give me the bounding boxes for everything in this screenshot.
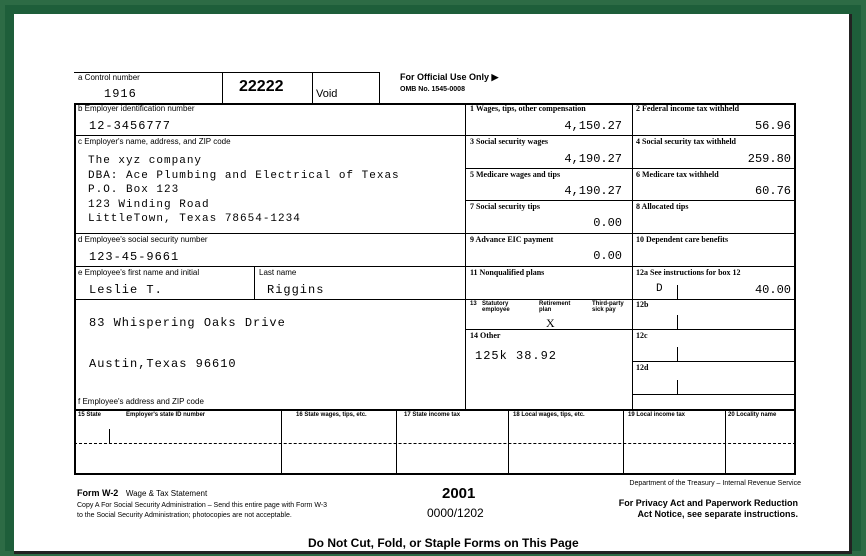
rule: [677, 347, 678, 361]
box-7-value: 0.00: [593, 216, 622, 230]
box-e-label: e Employee's first name and initial: [78, 268, 200, 277]
box-10-label: 10 Dependent care benefits: [636, 235, 729, 244]
rule: [396, 409, 397, 475]
rule: [677, 315, 678, 329]
box-d-value: 123-45-9661: [89, 250, 180, 264]
locality-label: 20 Locality name: [728, 412, 777, 418]
rule: [74, 135, 465, 136]
rule: [465, 200, 796, 201]
state-id-label: Employer's state ID number: [126, 412, 206, 418]
rule: [465, 103, 466, 409]
rule: [74, 299, 465, 300]
box-9-value: 0.00: [593, 249, 622, 263]
box-8-label: 8 Allocated tips: [636, 202, 689, 211]
box-12a-label: 12a See instructions for box 12: [636, 268, 741, 277]
rule: [677, 285, 678, 299]
footer-warning: Do Not Cut, Fold, or Staple Forms on This Page: [308, 536, 579, 550]
rule: [632, 103, 633, 409]
box-2-value: 56.96: [754, 119, 791, 133]
w2-form-page: [14, 14, 852, 554]
local-wages-label: 18 Local wages, tips, etc.: [513, 412, 585, 418]
box-6-label: 6 Medicare tax withheld: [636, 170, 719, 179]
rule: [222, 72, 223, 103]
void-label: Void: [316, 88, 338, 100]
privacy-line-2: Act Notice, see separate instructions.: [637, 509, 798, 519]
box-5-label: 5 Medicare wages and tips: [470, 170, 561, 179]
box-11-label: 11 Nonqualified plans: [470, 268, 545, 277]
box-13-retirement: Retirement plan: [539, 301, 571, 313]
box-12a-code: D: [656, 283, 664, 295]
box-12b-label: 12b: [636, 300, 649, 309]
rule: [465, 233, 796, 234]
box-5-value: 4,190.27: [564, 184, 622, 198]
employer-line-3: P.O. Box 123: [88, 184, 180, 196]
box-3-value: 4,190.27: [564, 152, 622, 166]
rule: [109, 429, 110, 443]
box-c-label: c Employer's name, address, and ZIP code: [78, 137, 231, 146]
last-name-label: Last name: [259, 268, 297, 277]
box-f-label: f Employee's address and ZIP code: [78, 397, 204, 406]
rule: [632, 394, 796, 395]
box-1-label: 1 Wages, tips, other compensation: [470, 104, 586, 113]
box-12d-label: 12d: [636, 363, 649, 372]
box-14-label: 14 Other: [470, 331, 501, 340]
box-4-label: 4 Social security tax withheld: [636, 137, 736, 146]
box-2-label: 2 Federal income tax withheld: [636, 104, 740, 113]
rule: [254, 266, 255, 299]
department-label: Department of the Treasury – Internal Revenue Service: [629, 480, 801, 487]
state-label: 15 State: [78, 412, 102, 418]
box-6-value: 60.76: [754, 184, 791, 198]
form-code-2: 0000/1202: [427, 506, 484, 520]
rule: [632, 329, 796, 330]
box-13-third-party: Third-party sick pay: [592, 301, 624, 313]
state-wages-label: 16 State wages, tips, etc.: [296, 412, 367, 418]
rule: [677, 380, 678, 394]
form-code: 22222: [239, 78, 284, 95]
employer-line-4: 123 Winding Road: [88, 199, 210, 211]
rule: [465, 168, 796, 169]
rule: [74, 409, 796, 411]
box-7-label: 7 Social security tips: [470, 202, 540, 211]
rule: [508, 409, 509, 475]
control-number-label: a Control number: [78, 73, 140, 82]
box-13-label: 13: [470, 301, 477, 307]
rule: [74, 266, 465, 267]
rule: [379, 72, 380, 103]
last-name-value: Riggins: [267, 283, 325, 297]
omb-number: OMB No. 1545-0008: [400, 86, 465, 93]
form-title: Wage & Tax Statement: [125, 489, 208, 498]
rule: [465, 266, 796, 267]
state-row-divider: [74, 443, 796, 444]
address-line-2: Austin,Texas 96610: [89, 357, 237, 371]
employer-line-1: The xyz company: [88, 155, 203, 167]
box-4-value: 259.80: [747, 152, 791, 166]
form-id: [77, 488, 207, 498]
rule: [623, 409, 624, 475]
privacy-line-1: For Privacy Act and Paperwork Reduction: [618, 498, 798, 508]
box-12a-value: 40.00: [754, 283, 791, 297]
rule: [312, 72, 313, 103]
employer-line-5: LittleTown, Texas 78654-1234: [88, 213, 301, 225]
control-number-value: 1916: [104, 87, 137, 101]
rule: [465, 299, 796, 300]
box-b-value: 12-3456777: [89, 119, 172, 133]
copy-line-1: Copy A For Social Security Administration – Send this entire page with Form W-3: [77, 502, 328, 509]
tax-year: 2001: [442, 485, 476, 502]
box-b-label: b Employer identification number: [78, 104, 195, 113]
form-name: Form W-2: [77, 488, 119, 498]
rule: [725, 409, 726, 475]
copy-line-2: to the Social Security Administration; photocopies are not acceptable.: [77, 512, 292, 519]
rule: [632, 361, 796, 362]
box-14-value: 125k 38.92: [475, 349, 558, 363]
box-3-label: 3 Social security wages: [470, 137, 548, 146]
local-tax-label: 19 Local income tax: [628, 412, 686, 418]
retirement-plan-checkmark: X: [546, 316, 555, 330]
box-d-label: d Employee's social security number: [78, 235, 208, 244]
address-line-1: 83 Whispering Oaks Drive: [89, 316, 286, 330]
rule: [465, 135, 796, 136]
rule: [74, 233, 465, 234]
state-tax-label: 17 State income tax: [404, 412, 461, 418]
official-use-label: For Official Use Only ▶: [400, 72, 499, 82]
box-9-label: 9 Advance EIC payment: [470, 235, 554, 244]
box-12c-label: 12c: [636, 331, 648, 340]
box-13-statutory: Statutory employee: [482, 301, 510, 313]
employer-line-2: DBA: Ace Plumbing and Electrical of Texas: [88, 170, 400, 182]
box-1-value: 4,150.27: [564, 119, 622, 133]
box-e-value: Leslie T.: [89, 283, 163, 297]
rule: [281, 409, 282, 475]
